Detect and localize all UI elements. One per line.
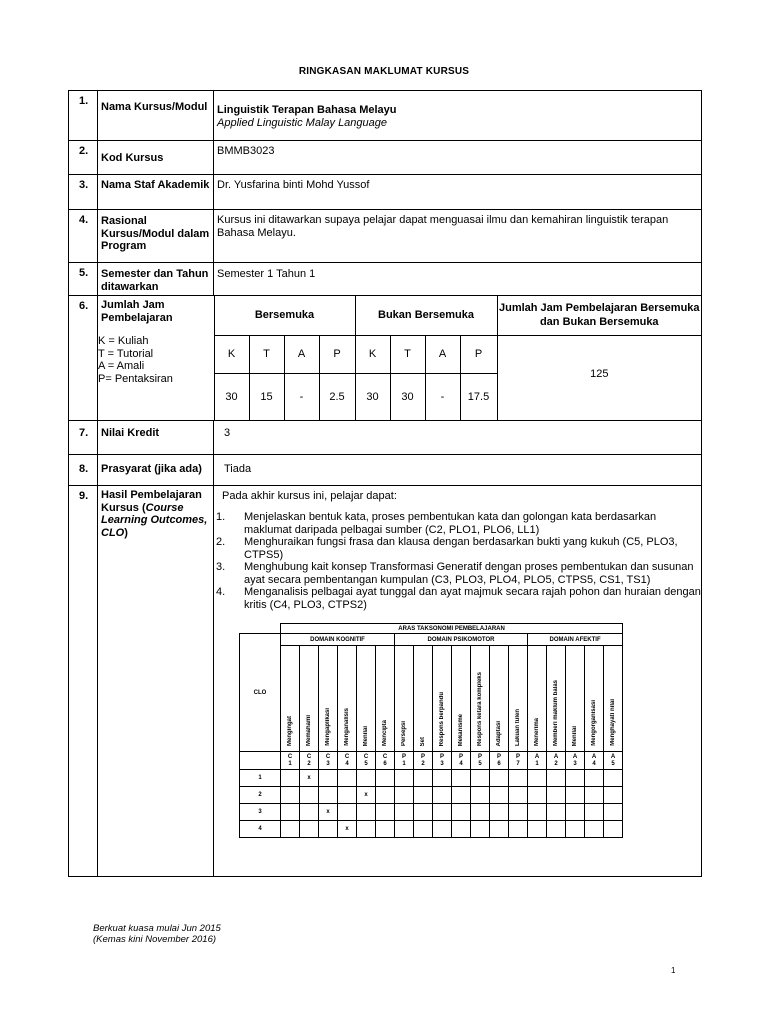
semester-value: Semester 1 Tahun 1 [214, 263, 702, 296]
clo-item: 3. Menghubung kait konsep Transformasi Generatif dengan proses pembentukan dan susunan ayat secara pembentangan kumpulan (C3, PLO3, PLO4, PLO5, CTPS5, CS1, TS1) [216, 561, 694, 586]
taxonomy-code: A 4 [585, 752, 604, 770]
taxonomy-mark [509, 770, 528, 787]
row-learning-hours [69, 296, 702, 421]
taxonomy-mark [452, 821, 471, 838]
clo-intro: Pada akhir kursus ini, pelajar dapat: [222, 490, 397, 502]
course-name: Linguistik Terapan Bahasa Melayu [217, 104, 397, 116]
taxonomy-level: Mencipta [376, 646, 395, 752]
taxonomy-mark [300, 787, 319, 804]
hour-code: A [284, 335, 319, 373]
taxonomy-level: Respons ketara kompleks [471, 646, 490, 752]
domain-header: DOMAIN KOGNITIF [281, 634, 395, 646]
taxonomy-mark [376, 770, 395, 787]
row-label: Kod Kursus [98, 141, 214, 175]
taxonomy-mark [585, 770, 604, 787]
taxonomy-mark [319, 787, 338, 804]
row-number: 4. [69, 210, 98, 263]
course-info-table [68, 90, 702, 877]
total-hours-header: Jumlah Jam Pembelajaran Bersemuka dan Bukan Bersemuka [497, 296, 701, 335]
taxonomy-mark: x [357, 787, 376, 804]
taxonomy-mark [433, 770, 452, 787]
taxonomy-level: Persepsi [395, 646, 414, 752]
hour-value: 30 [355, 373, 390, 420]
taxonomy-mark [490, 770, 509, 787]
taxonomy-mark [604, 770, 623, 787]
taxonomy-mark [471, 821, 490, 838]
rationale-text: Kursus ini ditawarkan supaya pelajar dapat menguasai ilmu dan kemahiran linguistik terapan Bahasa Melayu. [214, 210, 702, 263]
taxonomy-mark [319, 770, 338, 787]
taxonomy-clo-row [240, 770, 623, 787]
taxonomy-level: Lakuan tulen [509, 646, 528, 752]
taxonomy-mark [433, 804, 452, 821]
taxonomy-table [239, 623, 623, 838]
course-code: BMMB3023 [214, 141, 702, 175]
taxonomy-level: Set [414, 646, 433, 752]
taxonomy-code: A 2 [547, 752, 566, 770]
credit-value: 3 [214, 421, 702, 455]
hour-code: P [460, 335, 497, 373]
clo-header: CLO [240, 634, 281, 752]
taxonomy-mark [604, 804, 623, 821]
row-number: 9. [69, 486, 98, 877]
taxonomy-mark [357, 821, 376, 838]
learning-hours-table [98, 296, 701, 420]
taxonomy-mark [357, 804, 376, 821]
clo-item: 2. Menghuraikan fungsi frasa dan klausa dengan berdasarkan bukti yang kukuh (C5, PLO3, CTPS5) [216, 536, 678, 561]
legend-item: T = Tutorial [98, 347, 154, 360]
row-credit [69, 421, 702, 455]
taxonomy-mark [585, 787, 604, 804]
taxonomy-mark [566, 770, 585, 787]
row-label: Nama Staf Akademik [98, 175, 214, 210]
taxonomy-mark [471, 787, 490, 804]
taxonomy-mark [338, 804, 357, 821]
taxonomy-level: Menerima [528, 646, 547, 752]
taxonomy-mark [395, 787, 414, 804]
hour-code: T [249, 335, 284, 373]
taxonomy-mark [452, 804, 471, 821]
taxonomy-code: C 3 [319, 752, 338, 770]
taxonomy-mark [509, 804, 528, 821]
taxonomy-level: Memahami [300, 646, 319, 752]
taxonomy-mark [414, 821, 433, 838]
taxonomy-mark [281, 821, 300, 838]
taxonomy-mark [490, 787, 509, 804]
taxonomy-mark [319, 821, 338, 838]
taxonomy-mark [414, 787, 433, 804]
taxonomy-mark [547, 804, 566, 821]
taxonomy-code: C 2 [300, 752, 319, 770]
taxonomy-mark [414, 770, 433, 787]
taxonomy-code: P 1 [395, 752, 414, 770]
legend-item: P= Pentaksiran [98, 372, 173, 385]
row-number: 5. [69, 263, 98, 296]
taxonomy-mark [433, 821, 452, 838]
total-hours-value: 125 [497, 335, 701, 420]
taxonomy-code: P 4 [452, 752, 471, 770]
prerequisite-value: Tiada [214, 455, 702, 486]
row-number: 8. [69, 455, 98, 486]
row-course-code [69, 141, 702, 175]
row-prerequisite [69, 455, 702, 486]
taxonomy-mark [528, 804, 547, 821]
row-academic-staff [69, 175, 702, 210]
hours-legend [98, 335, 214, 420]
taxonomy-code: A 1 [528, 752, 547, 770]
taxonomy-level: Mengingat [281, 646, 300, 752]
row-label: Hasil Pembelajaran Kursus ( [101, 489, 202, 514]
footer-revision: (Kemas kini November 2016) [93, 934, 217, 945]
taxonomy-mark [414, 804, 433, 821]
taxonomy-clo-row [240, 821, 623, 838]
hour-code: P [319, 335, 355, 373]
taxonomy-mark [604, 821, 623, 838]
course-name-english: Applied Linguistic Malay Language [217, 116, 388, 129]
row-label-italic: Course Learning Outcomes, CLO [101, 501, 208, 539]
taxonomy-mark [452, 770, 471, 787]
taxonomy-mark [566, 787, 585, 804]
taxonomy-mark [566, 821, 585, 838]
row-clo [69, 486, 702, 877]
clo-item: 4. Menganalisis pelbagai ayat tunggal dan ayat majmuk secara rajah pohon dan huraian dengan kritis (C4, PLO3, CTPS2) [216, 586, 701, 611]
taxonomy-mark [528, 821, 547, 838]
row-number: 1. [69, 91, 98, 141]
hour-code: T [390, 335, 425, 373]
taxonomy-mark [471, 770, 490, 787]
taxonomy-mark [281, 787, 300, 804]
taxonomy-mark: x [338, 821, 357, 838]
taxonomy-mark [452, 787, 471, 804]
hour-code: K [355, 335, 390, 373]
taxonomy-code: P 5 [471, 752, 490, 770]
taxonomy-mark [528, 770, 547, 787]
domain-header: DOMAIN AFEKTIF [528, 634, 623, 646]
taxonomy-mark [509, 787, 528, 804]
row-number: 6. [69, 296, 98, 421]
taxonomy-level: Menilai [357, 646, 376, 752]
row-label: Nama Kursus/Modul [98, 91, 214, 141]
taxonomy-code: C 5 [357, 752, 376, 770]
clo-item: 1. Menjelaskan bentuk kata, proses pembentukan kata dan golongan kata berdasarkan maklumat daripada pelbagai sumber (C2, PLO1, PLO6, LL1) [216, 511, 657, 536]
legend-item: K = Kuliah [98, 335, 149, 347]
hour-value: - [425, 373, 460, 420]
taxonomy-level: Mengorganisasi [585, 646, 604, 752]
footer-note [93, 923, 221, 945]
taxonomy-code: C 6 [376, 752, 395, 770]
taxonomy-mark [604, 787, 623, 804]
taxonomy-mark [490, 821, 509, 838]
row-semester [69, 263, 702, 296]
taxonomy-mark [490, 804, 509, 821]
taxonomy-mark: x [300, 770, 319, 787]
taxonomy-mark [376, 821, 395, 838]
taxonomy-mark [528, 787, 547, 804]
taxonomy-code: C 1 [281, 752, 300, 770]
taxonomy-level: Menghayati nilai [604, 646, 623, 752]
taxonomy-title: ARAS TAKSONOMI PEMBELAJARAN [281, 624, 623, 634]
taxonomy-clo-row [240, 787, 623, 804]
taxonomy-code: P 6 [490, 752, 509, 770]
row-label: Nilai Kredit [98, 421, 214, 455]
hour-value: 15 [249, 373, 284, 420]
taxonomy-clo-row [240, 804, 623, 821]
hour-code: A [425, 335, 460, 373]
legend-item: A = Amali [98, 360, 145, 372]
academic-staff: Dr. Yusfarina binti Mohd Yussof [214, 175, 702, 210]
taxonomy-level: Adaptasi [490, 646, 509, 752]
taxonomy-mark [585, 821, 604, 838]
row-rationale [69, 210, 702, 263]
taxonomy-mark [300, 821, 319, 838]
row-number: 3. [69, 175, 98, 210]
taxonomy-mark [585, 804, 604, 821]
row-label: Jumlah Jam Pembelajaran [98, 296, 214, 335]
taxonomy-level: Memberi maklum balas [547, 646, 566, 752]
bukan-bersemuka-header: Bukan Bersemuka [355, 296, 497, 335]
row-label: Rasional Kursus/Modul dalam Program [98, 210, 214, 263]
taxonomy-mark [395, 804, 414, 821]
taxonomy-mark [433, 787, 452, 804]
clo-number: 1 [240, 770, 281, 787]
hour-value: - [284, 373, 319, 420]
taxonomy-mark [566, 804, 585, 821]
row-label-end: ) [124, 526, 128, 539]
domain-header: DOMAIN PSIKOMOTOR [395, 634, 528, 646]
hour-value: 30 [390, 373, 425, 420]
taxonomy-mark [547, 770, 566, 787]
hour-value: 17.5 [460, 373, 497, 420]
clo-number: 4 [240, 821, 281, 838]
taxonomy-code: P 7 [509, 752, 528, 770]
taxonomy-mark [547, 787, 566, 804]
taxonomy-mark: x [319, 804, 338, 821]
taxonomy-mark [376, 787, 395, 804]
taxonomy-mark [338, 770, 357, 787]
document-title: RINGKASAN MAKLUMAT KURSUS [298, 66, 470, 77]
taxonomy-level: Menilai [566, 646, 585, 752]
taxonomy-mark [471, 804, 490, 821]
taxonomy-mark [357, 770, 376, 787]
taxonomy-mark [395, 821, 414, 838]
taxonomy-level: Menganalisis [338, 646, 357, 752]
taxonomy-code: P 3 [433, 752, 452, 770]
clo-number: 3 [240, 804, 281, 821]
taxonomy-level: Mekanisme [452, 646, 471, 752]
taxonomy-code: C 4 [338, 752, 357, 770]
clo-list [214, 511, 701, 611]
taxonomy-level: Mengaplikasi [319, 646, 338, 752]
row-label: Semester dan Tahun ditawarkan [98, 263, 214, 296]
taxonomy-mark [300, 804, 319, 821]
hour-value: 2.5 [319, 373, 355, 420]
taxonomy-mark [376, 804, 395, 821]
taxonomy-code: A 5 [604, 752, 623, 770]
taxonomy-level: Respons berpandu [433, 646, 452, 752]
hour-value: 30 [214, 373, 249, 420]
row-label: Prasyarat (jika ada) [98, 455, 214, 486]
taxonomy-code: A 3 [566, 752, 585, 770]
taxonomy-code: P 2 [414, 752, 433, 770]
taxonomy-mark [338, 787, 357, 804]
row-course-name [69, 91, 702, 141]
taxonomy-mark [395, 770, 414, 787]
page-number: 1 [671, 966, 676, 975]
footer-effective-date: Berkuat kuasa mulai Jun 2015 [93, 923, 221, 934]
hour-code: K [214, 335, 249, 373]
taxonomy-mark [509, 821, 528, 838]
taxonomy-mark [281, 770, 300, 787]
row-number: 2. [69, 141, 98, 175]
clo-number: 2 [240, 787, 281, 804]
bersemuka-header: Bersemuka [214, 296, 355, 335]
taxonomy-mark [547, 821, 566, 838]
taxonomy-mark [281, 804, 300, 821]
row-number: 7. [69, 421, 98, 455]
